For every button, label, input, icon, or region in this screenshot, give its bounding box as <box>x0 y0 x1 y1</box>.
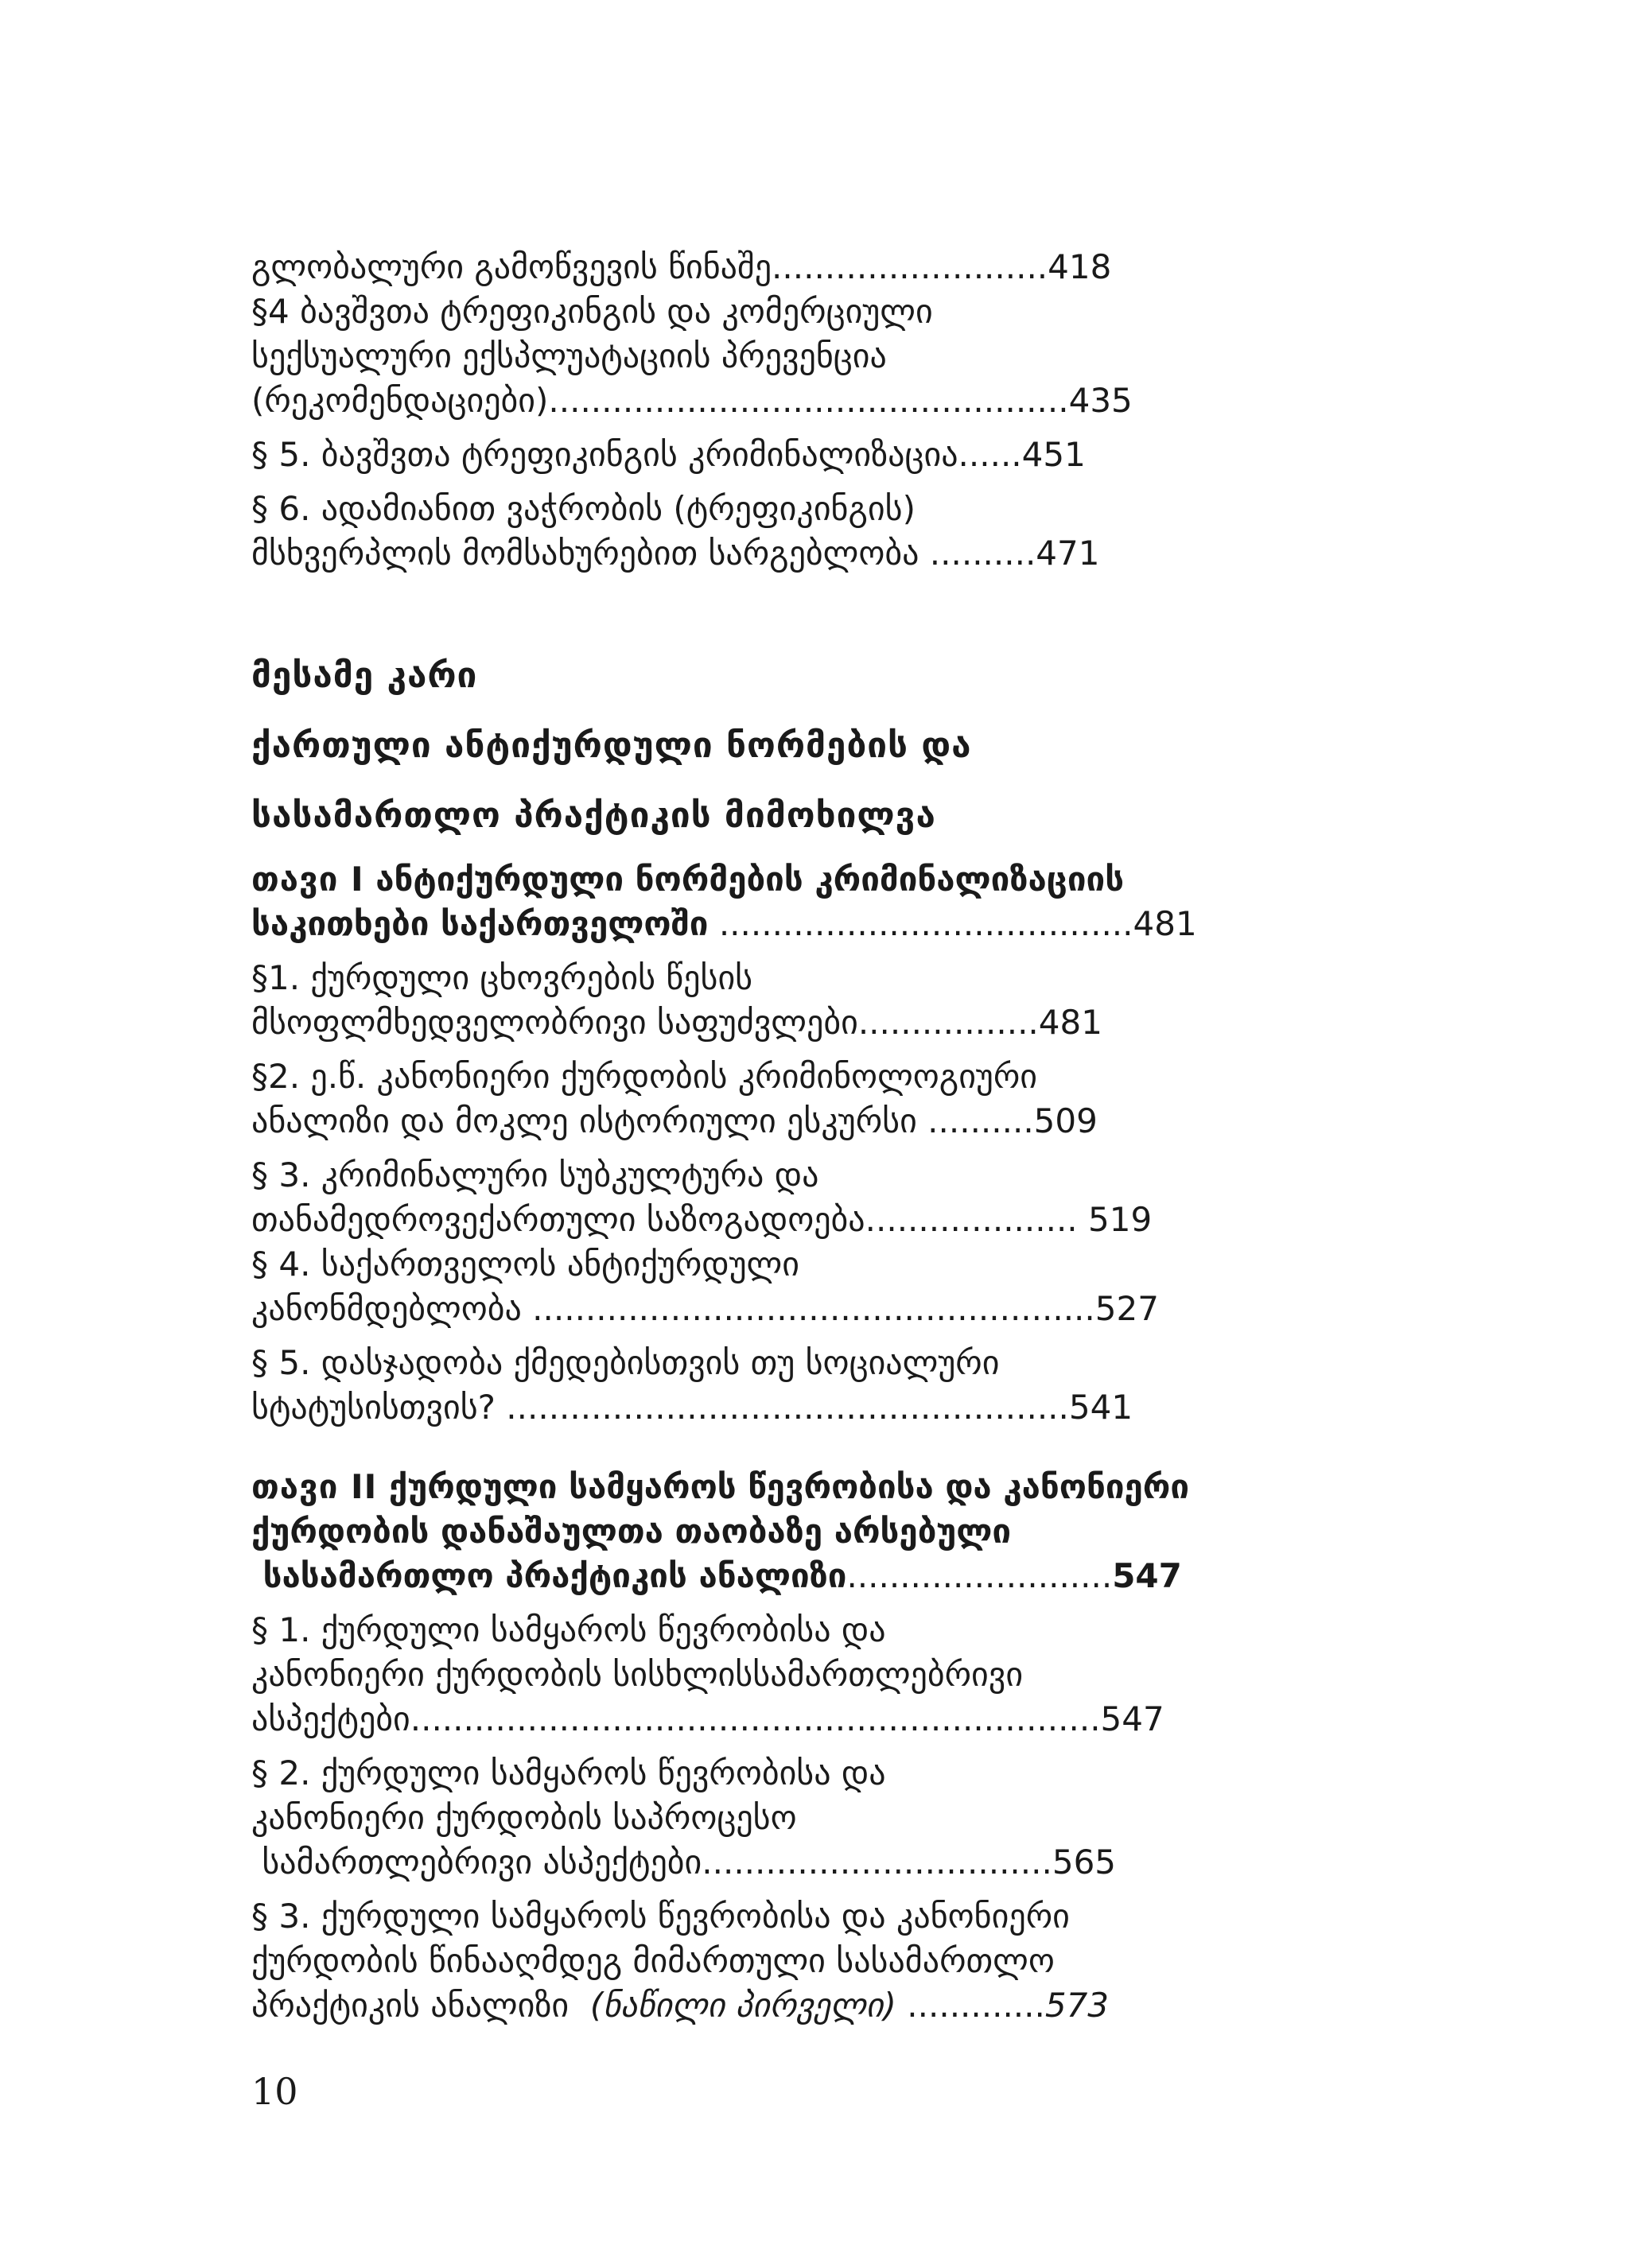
toc-entry-text: (რეკომენდაციები) <box>251 381 549 420</box>
page-number: 565 <box>1052 1843 1117 1882</box>
toc-entry-text: მსოფლმხედველობრივი საფუძვლები <box>251 1003 858 1042</box>
toc-entry-line <box>251 1000 1238 1045</box>
page-number: 519 <box>1077 1200 1153 1239</box>
toc-entry-line <box>251 379 1238 423</box>
leader-dots: .................... <box>865 1200 1078 1239</box>
page-number: 435 <box>1068 381 1133 420</box>
page-number: 547 <box>1112 1556 1182 1595</box>
leader-dots: ................................................................. <box>410 1699 1101 1738</box>
page-number: 547 <box>1100 1699 1164 1738</box>
toc-entry-line: § 6. ადამიანით ვაჭრობის (ტრეფიკინგის) <box>251 489 916 528</box>
toc-entry-text: მსხვერპლის მომსახურებით სარგებლობა <box>251 534 919 573</box>
toc-entry-text: § 5. ბავშვთა ტრეფიკინგის კრიმინალიზაცია <box>251 435 958 474</box>
page-number: 541 <box>1068 1388 1133 1427</box>
toc-entry-line <box>251 1287 1238 1331</box>
toc-entry-line: §1. ქურდული ცხოვრების წესის <box>251 958 753 997</box>
toc-entry-text: ასპექტები <box>251 1699 410 1738</box>
leader-dots: ....................................... <box>708 904 1133 943</box>
leader-dots: ......................... <box>846 1556 1113 1595</box>
toc-entry-451 <box>251 433 1238 477</box>
toc-entry-435 <box>251 289 1238 423</box>
page-number: 451 <box>1021 435 1086 474</box>
toc-entry-line: ქურდობის დანაშაულთა თაობაზე არსებული <box>251 1512 1012 1551</box>
toc-entry-line: § 3. კრიმინალური სუბკულტურა და <box>251 1155 819 1194</box>
leader-dots: ................. <box>857 1003 1039 1042</box>
leader-dots: .......... <box>916 1101 1034 1140</box>
toc-entry-text: კანონმდებლობა <box>251 1289 522 1328</box>
toc-entry-line <box>251 1983 1238 2028</box>
toc-entry-line <box>251 1465 1238 1509</box>
toc-entry-565 <box>251 1751 1238 1885</box>
toc-entry-line: კანონიერი ქურდობის სისხლისსამართლებრივი <box>251 1655 1024 1694</box>
table-of-contents <box>251 245 1238 2028</box>
leader-dots: ..................................................... <box>495 1388 1069 1427</box>
page-number: 509 <box>1033 1101 1098 1140</box>
toc-entry-527 <box>251 1242 1238 1331</box>
toc-entry-text: პრაქტიკის ანალიზი <box>251 1986 590 2025</box>
chapter-2-entry <box>251 1465 1238 1598</box>
part-heading-line3: სასამართლო პრაქტიკის მიმოხილვა <box>251 795 936 836</box>
toc-entry-text: ანალიზი და მოკლე ისტორიული ესკურსი <box>251 1101 917 1140</box>
leader-dots: .......... <box>919 534 1036 573</box>
page-number: 418 <box>1048 247 1112 286</box>
leader-dots: ............. <box>896 1986 1045 2025</box>
toc-entry-line: § 3. ქურდული სამყაროს წევრობისა და კანონიერი <box>251 1897 1070 1936</box>
page-folio-number: 10 <box>251 2070 298 2113</box>
toc-entry-line: კანონიერი ქურდობის საპროცესო <box>251 1798 797 1837</box>
toc-entry-line <box>251 902 1238 946</box>
toc-entry-text: სტატუსისთვის? <box>251 1388 496 1427</box>
page-number: 573 <box>1044 1986 1110 2025</box>
chapter-title: საკითხები საქართველოში <box>251 904 709 943</box>
toc-entry-line: ქურდობის წინააღმდეგ მიმართული სასამართლო <box>251 1941 1055 1980</box>
page-number: 471 <box>1036 534 1100 573</box>
toc-entry-line: §2. ე.წ. კანონიერი ქურდობის კრიმინოლოგიური <box>251 1057 1038 1096</box>
toc-entry-line <box>251 1385 1238 1430</box>
toc-entry-line: სექსუალური ექსპლუატაციის პრევენცია <box>251 336 887 375</box>
toc-entry-line <box>251 1198 1238 1242</box>
part-heading-line2: ქართული ანტიქურდული ნორმების და <box>251 725 972 766</box>
toc-entry-text: თანამედროვექართული საზოგადოება <box>251 1200 865 1239</box>
chapter-title: ანტიქურდული ნორმების კრიმინალიზაციის <box>375 860 1125 899</box>
toc-entry-line <box>251 1554 1238 1598</box>
page-number: 527 <box>1094 1289 1159 1328</box>
toc-entry-line: §4 ბავშვთა ტრეფიკინგის და კომერციული <box>251 292 933 331</box>
page-number: 481 <box>1038 1003 1102 1042</box>
toc-entry-573 <box>251 1894 1238 2028</box>
toc-entry-418 <box>251 245 1238 289</box>
toc-entry-line: § 4. საქართველოს ანტიქურდული <box>251 1245 799 1284</box>
toc-entry-line: § 2. ქურდული სამყაროს წევრობისა და <box>251 1753 886 1792</box>
chapter-label: თავი II <box>251 1467 378 1506</box>
chapter-label: თავი I <box>251 860 364 899</box>
toc-entry-line <box>251 857 1238 902</box>
leader-dots: .......................... <box>772 247 1048 286</box>
toc-entry-471 <box>251 487 1238 576</box>
toc-entry-509 <box>251 1054 1238 1144</box>
toc-entry-subtitle: (ნაწილი პირველი) <box>589 1986 896 2025</box>
toc-entry-541 <box>251 1341 1238 1430</box>
toc-entry-547 <box>251 1608 1238 1742</box>
toc-entry-line: § 5. დასჯადობა ქმედებისთვის თუ სოციალური <box>251 1343 1000 1382</box>
toc-entry-line <box>251 1840 1238 1885</box>
leader-dots: ................................. <box>702 1843 1052 1882</box>
toc-entry-line <box>251 1099 1238 1144</box>
leader-dots: ..................................................... <box>521 1289 1095 1328</box>
part-heading-line1: მესამე კარი <box>251 655 478 696</box>
leader-dots: ................................................. <box>548 381 1069 420</box>
toc-entry-line <box>251 531 1238 576</box>
chapter-title: სასამართლო პრაქტიკის ანალიზი <box>251 1556 847 1595</box>
toc-entry-519 <box>251 1153 1238 1242</box>
toc-entry-481 <box>251 956 1238 1045</box>
leader-dots: ...... <box>958 435 1022 474</box>
toc-entry-line <box>251 1697 1238 1742</box>
chapter-title: ქურდული სამყაროს წევრობისა და კანონიერი <box>388 1467 1190 1506</box>
page-number: 481 <box>1133 904 1197 943</box>
toc-entry-line: § 1. ქურდული სამყაროს წევრობისა და <box>251 1610 886 1649</box>
toc-entry-text: გლობალური გამოწვევის წინაშე <box>251 247 772 286</box>
chapter-1-entry <box>251 857 1238 946</box>
toc-entry-text: სამართლებრივი ასპექტები <box>251 1843 702 1882</box>
